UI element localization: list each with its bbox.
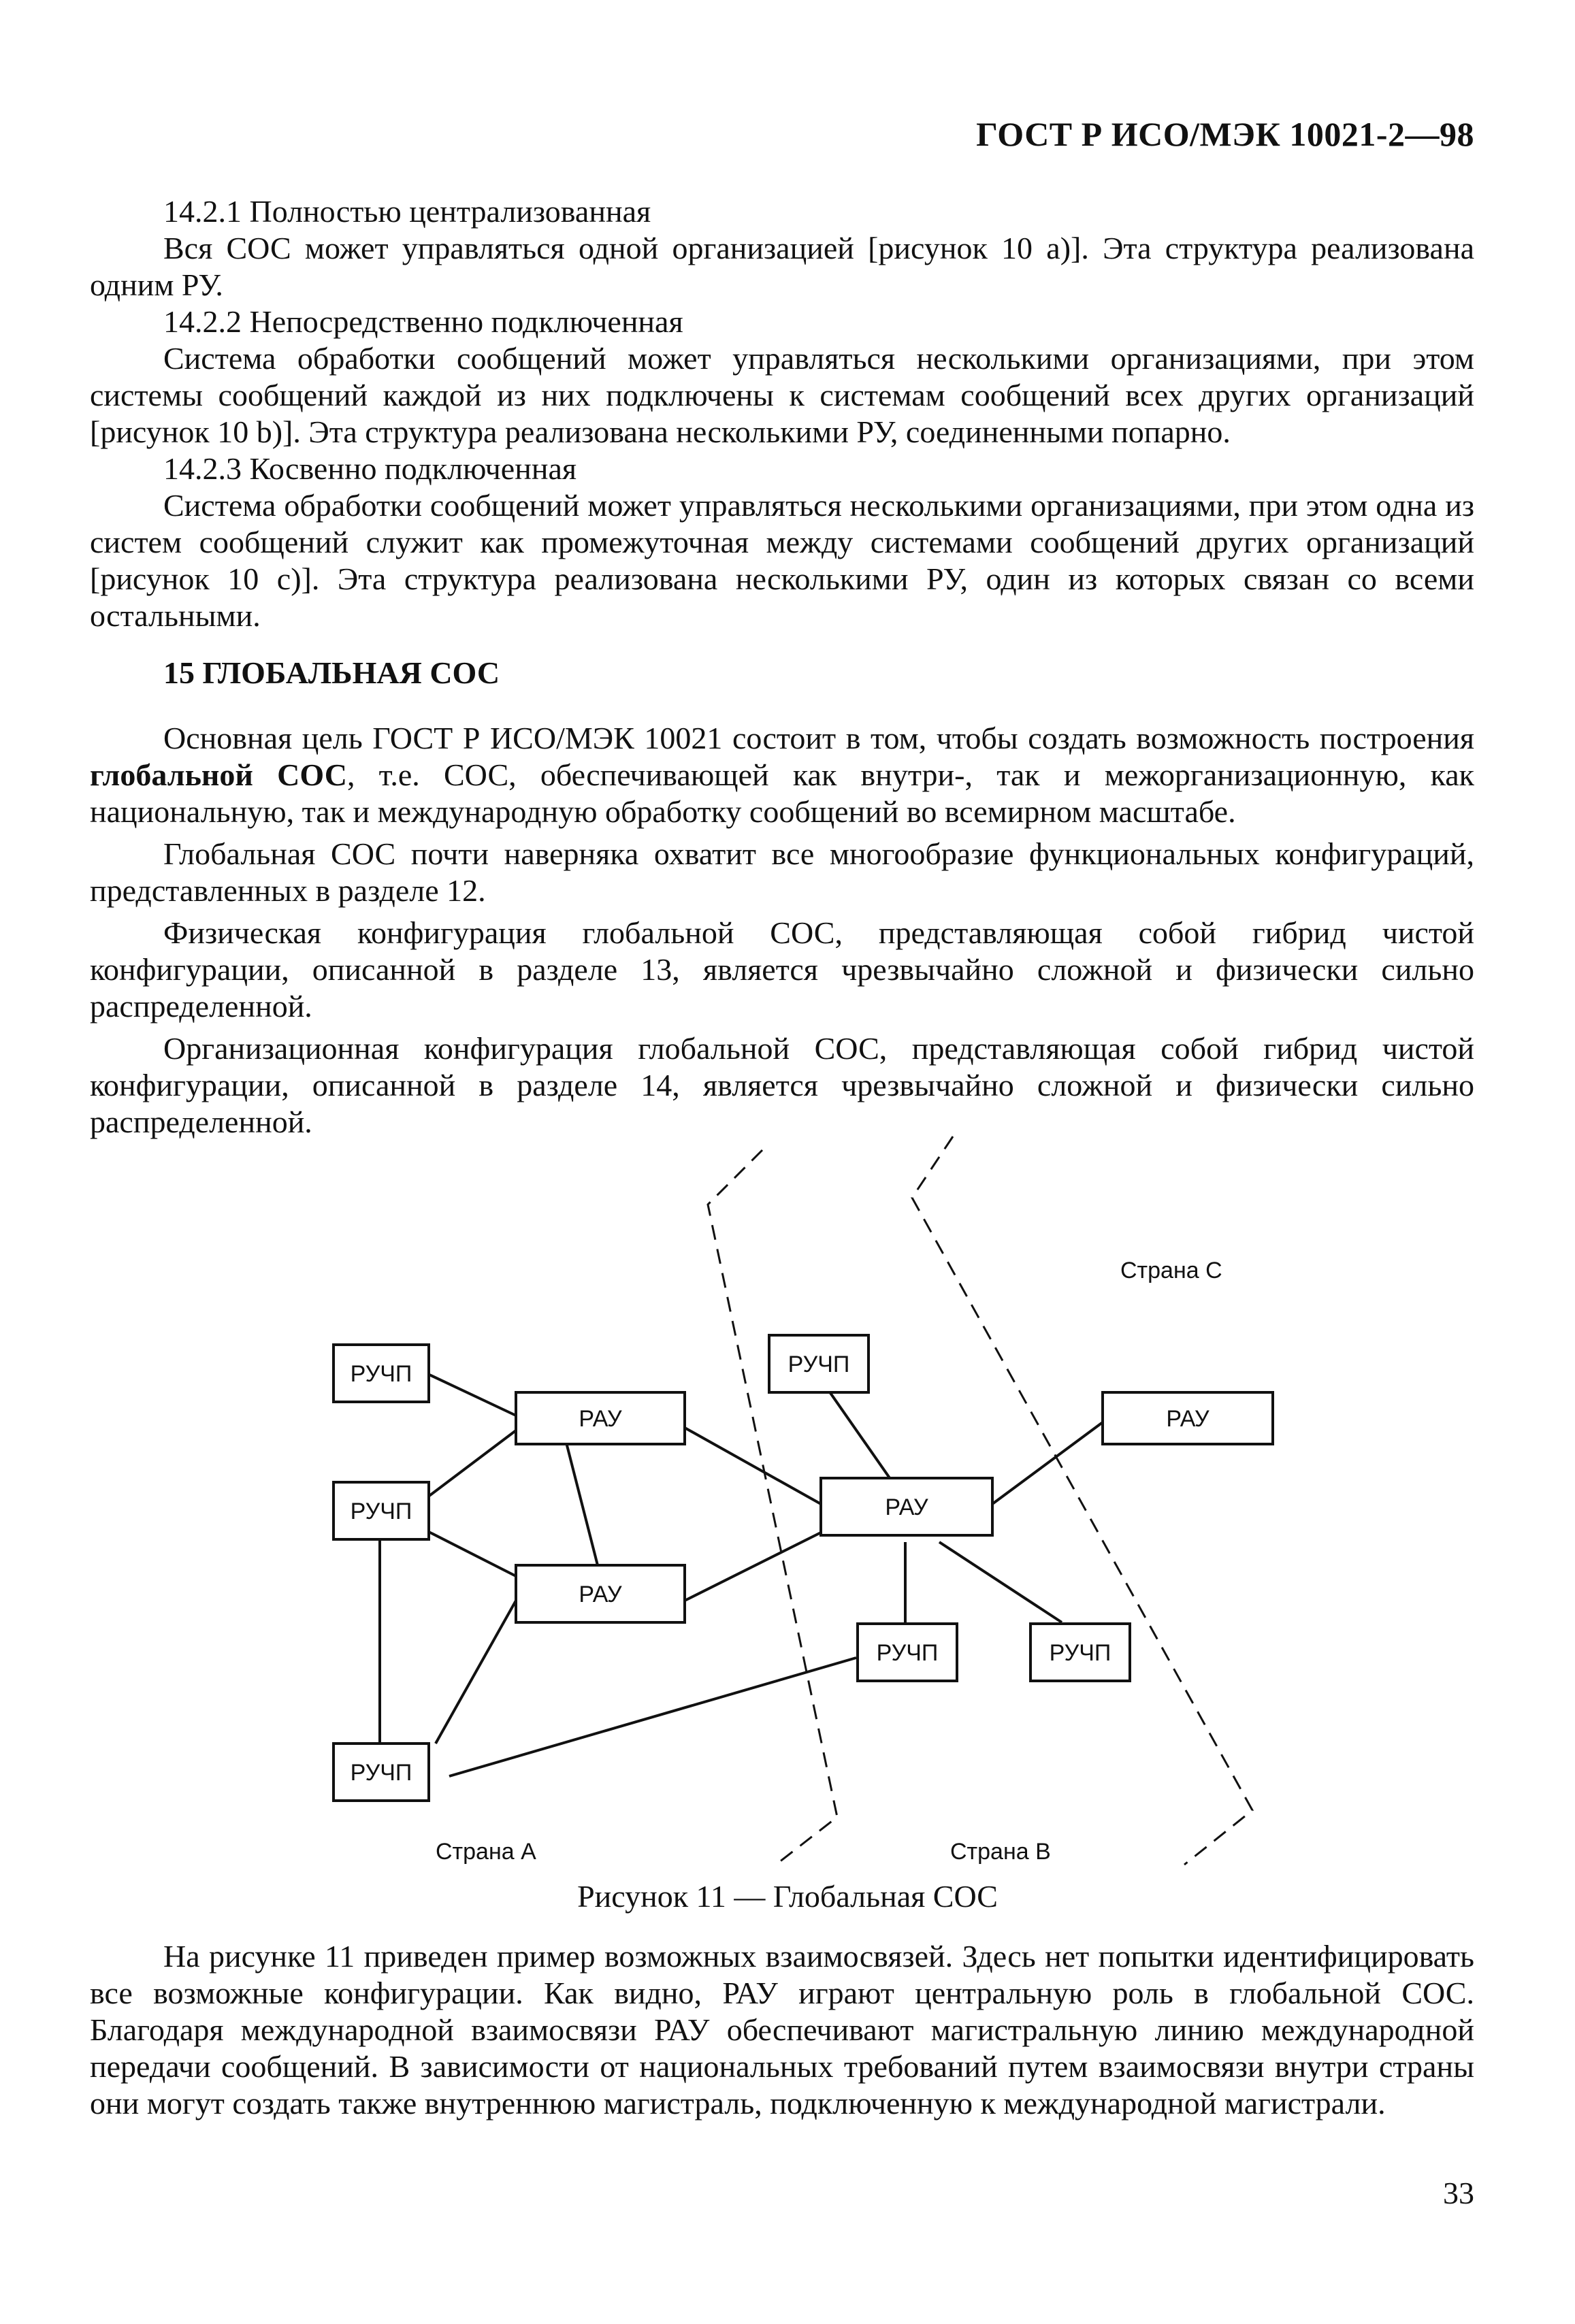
subsections-14-2 [90,193,1474,634]
ruchp-node-1-label: РУЧП [350,1361,412,1387]
section-15-paragraph-2: Глобальная СОС почти наверняка охватит все многообразие функциональных конфигураций, представленных в разделе 12. [90,836,1474,908]
link-rau2-ruchp4 [436,1601,516,1744]
link-ruchp2-rau1 [427,1430,516,1497]
closing-paragraph: На рисунке 11 приведен пример возможных взаимосвязей. Здесь нет попытки идентифицировать все возможные конфигурации. Как видно, РАУ играют центральную роль в глобальной СОС. Благодаря международной взаимосвязи РАУ обеспечивают магистральную линию международной передачи сообщений. В зависимости от национальных требований путем взаимосвязи внутри страны они могут создать также внутреннюю магистраль, подключенную к международной магистрали. [90,1939,1474,2121]
sec-14-2-1-title: 14.2.1 Полностью централизованная [163,194,651,229]
link-rau1-rau2 [566,1443,598,1565]
figure-caption: Рисунок 11 — Глобальная СОС [577,1879,998,1914]
ruchp-node-5-label: РУЧП [876,1640,939,1666]
country-b-label: Страна В [950,1839,1051,1865]
p1-text-end: , т.е. СОС, обеспечивающей как внутри-, так и межорганизационную, как национальную, так и международную обработку сообщений во всемирном масштабе. [90,757,1474,829]
border-a-b [708,1150,837,1865]
closing-paragraph-block [90,1938,1474,2122]
section-15-body [90,720,1474,1141]
link-rau3-rau4 [992,1422,1103,1504]
ruchp-node-5 [858,1624,957,1681]
ruchp-node-3 [769,1335,868,1392]
link-ruchp4-ruchp5 [449,1658,856,1776]
figure-11-diagram [0,1116,1575,1878]
rau-node-2-label: РАУ [579,1582,622,1607]
country-a-label: Страна А [436,1839,536,1865]
ruchp-node-2-label: РУЧП [350,1499,412,1524]
sec-14-2-1-body: Вся СОС может управляться одной организацией [рисунок 10 а)]. Эта структура реализована одним РУ. [90,231,1474,302]
link-rau2-rau3 [685,1533,821,1601]
ruchp-node-1 [334,1345,429,1402]
link-ruchp2-rau2 [427,1531,516,1576]
p1-text-start: Основная цель ГОСТ Р ИСО/МЭК 10021 состоит в том, чтобы создать возможность построения [163,721,1474,755]
rau-node-1 [516,1392,685,1444]
rau-node-4-label: РАУ [1166,1406,1209,1432]
section-15-heading: 15 ГЛОБАЛЬНАЯ СОС [163,655,500,690]
ruchp-node-6-label: РУЧП [1049,1640,1111,1666]
p1-bold-term: глобальной СОС [90,757,347,792]
sec-14-2-3-title: 14.2.3 Косвенно подключенная [163,451,577,486]
rau-node-2 [516,1565,685,1622]
country-c-label: Страна С [1120,1258,1222,1283]
section-15-paragraph-3: Физическая конфигурация глобальной СОС, представляющая собой гибрид чистой конфигурации, описанной в разделе 13, является чрезвычайно сложной и физически сильно распределенной. [90,915,1474,1024]
link-rau1-rau3 [685,1428,821,1504]
ruchp-node-3-label: РУЧП [788,1352,850,1377]
ruchp-node-4 [334,1744,429,1801]
sec-14-2-2-title: 14.2.2 Непосредственно подключенная [163,304,683,339]
link-rau3-ruchp6 [939,1542,1062,1622]
ruchp-node-6 [1030,1624,1130,1681]
section-15-paragraph-4: Организационная конфигурация глобальной СОС, представляющая собой гибрид чистой конфигурации, описанной в разделе 14, является чрезвычайно сложной и физически сильно распределенной. [90,1031,1474,1139]
ruchp-node-2 [334,1482,429,1539]
section-15-paragraph-1 [90,720,1474,830]
ruchp-node-4-label: РУЧП [350,1760,412,1786]
sec-14-2-3-body: Система обработки сообщений может управляться несколькими организациями, при этом одна из систем сообщений служит как промежуточная между системами сообщений других организаций [рисунок 10 с)]. Эта структура реализована несколькими РУ, один из которых связан со всеми остальными. [90,488,1474,633]
document-header: ГОСТ Р ИСО/МЭК 10021-2—98 [976,115,1474,153]
rau-node-4 [1103,1392,1273,1444]
sec-14-2-2-body: Система обработки сообщений может управляться несколькими организациями, при этом системы сообщений каждой из них подключены к системам сообщений всех других организаций [рисунок 10 b)]. Эта структура реализована несколькими РУ, соединенными попарно. [90,341,1474,449]
link-ruchp1-rau1 [421,1371,516,1415]
page-number: 33 [1443,2176,1474,2210]
rau-node-3-label: РАУ [885,1494,928,1520]
rau-node-1-label: РАУ [579,1406,622,1432]
rau-node-3 [821,1478,992,1535]
